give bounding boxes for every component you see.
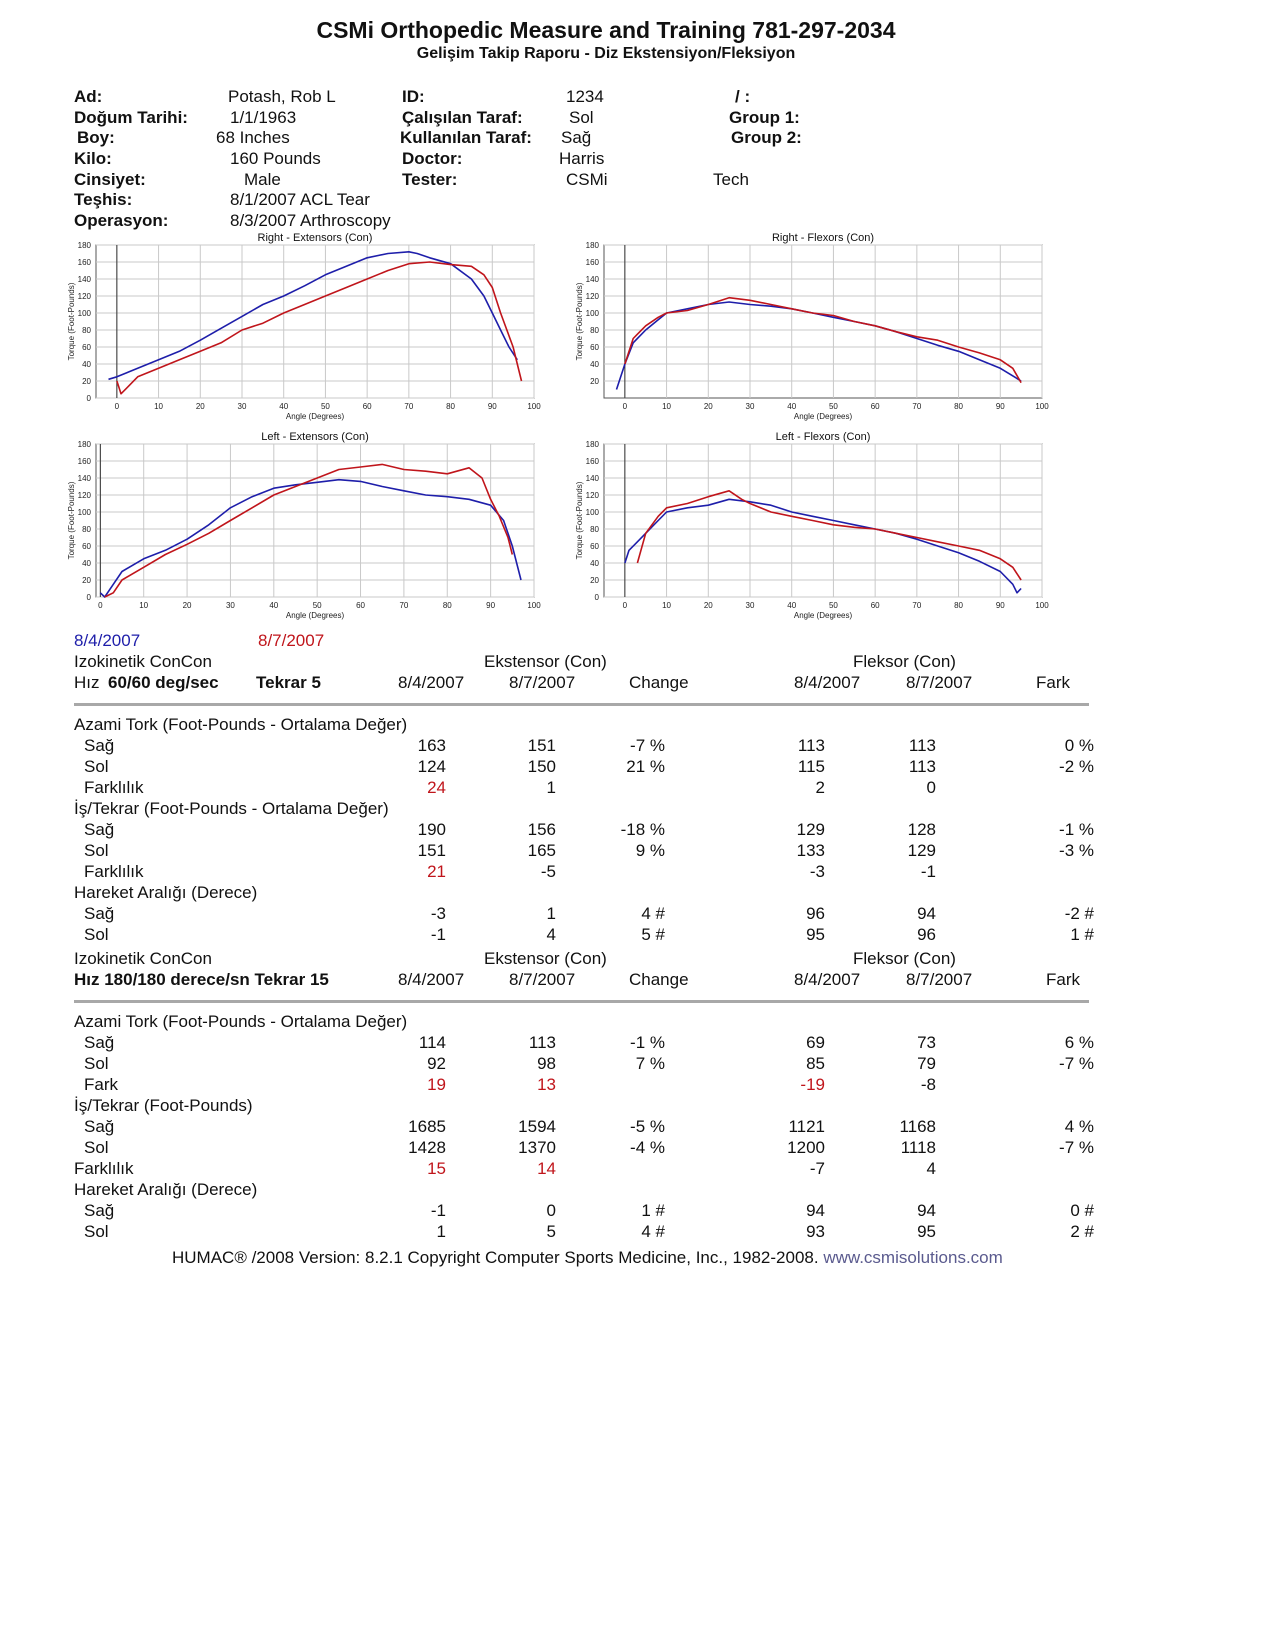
table-cell: 95	[806, 925, 825, 944]
x-tick-label: 30	[225, 601, 235, 610]
y-tick-label: 160	[77, 457, 91, 466]
x-tick-label: 20	[703, 402, 713, 411]
table-cell: 0	[546, 1201, 556, 1220]
x-axis-label: Angle (Degrees)	[793, 611, 853, 620]
table-cell: 124	[417, 757, 446, 776]
section2-col-date2: 8/7/2007	[509, 970, 576, 989]
table-cell: 128	[907, 820, 936, 839]
group1-label: Group 1:	[729, 108, 800, 127]
table-row	[0, 1159, 1212, 1180]
table-cell: 1594	[518, 1117, 556, 1136]
y-axis-label: Torque (Foot-Pounds)	[67, 481, 76, 560]
table-cell: 98	[537, 1054, 556, 1073]
involved-side-label: Çalışılan Taraf:	[402, 108, 523, 127]
x-tick-label: 10	[662, 402, 672, 411]
table-cell: 15	[427, 1159, 446, 1178]
x-tick-label: 50	[828, 601, 838, 610]
table-row	[0, 1075, 1212, 1096]
x-tick-label: 30	[745, 601, 755, 610]
table-cell: 4 #	[641, 904, 665, 923]
chart-title: Left - Flexors (Con)	[775, 431, 871, 443]
table-cell: 24	[427, 778, 446, 797]
table-cell: 156	[527, 820, 556, 839]
section2-flex-header: Fleksor (Con)	[853, 949, 956, 968]
section1-header-row	[0, 652, 1212, 673]
x-tick-label: 80	[954, 402, 964, 411]
y-tick-label: 20	[590, 576, 599, 585]
table-row	[0, 715, 1212, 736]
table-row	[0, 1222, 1212, 1243]
table-cell: 1	[546, 778, 556, 797]
chart-title: Right - Flexors (Con)	[771, 232, 875, 244]
table-row	[0, 1180, 1212, 1201]
table-cell: 129	[796, 820, 825, 839]
y-tick-label: 120	[77, 292, 91, 301]
x-tick-label: 70	[912, 601, 922, 610]
y-tick-label: 120	[77, 491, 91, 500]
table-cell: 0	[926, 778, 936, 797]
y-tick-label: 60	[590, 343, 599, 352]
row-label: Hareket Aralığı (Derece)	[74, 1180, 258, 1199]
row-label: Fark	[84, 1075, 118, 1094]
section2-col-fdate2: 8/7/2007	[906, 970, 973, 989]
table-cell: 165	[527, 841, 556, 860]
y-tick-label: 100	[585, 309, 599, 318]
section1-col-fdate1: 8/4/2007	[794, 673, 861, 692]
x-tick-label: 10	[154, 402, 164, 411]
table-cell: 1685	[408, 1117, 446, 1136]
y-tick-label: 100	[77, 508, 91, 517]
table-cell: 114	[418, 1033, 446, 1052]
y-axis-label: Torque (Foot-Pounds)	[575, 282, 584, 361]
table-cell: 115	[797, 757, 825, 776]
table-cell: 113	[908, 757, 936, 776]
y-tick-label: 40	[590, 360, 599, 369]
table-cell: 113	[908, 736, 936, 755]
y-tick-label: 0	[86, 593, 91, 602]
y-tick-label: 180	[585, 440, 599, 449]
y-tick-label: 140	[585, 275, 599, 284]
x-tick-label: 0	[98, 601, 103, 610]
x-tick-label: 40	[787, 601, 797, 610]
table-cell: 151	[527, 736, 556, 755]
table-cell: 96	[917, 925, 936, 944]
table-cell: 1	[546, 904, 556, 923]
section2-col-fdate1: 8/4/2007	[794, 970, 861, 989]
table-cell: -1 %	[1059, 820, 1094, 839]
x-tick-label: 100	[527, 402, 541, 411]
table-cell: -3	[809, 862, 825, 881]
operation-value: 8/3/2007 Arthroscopy	[230, 211, 391, 230]
section1-columns-row	[0, 673, 1212, 694]
table-cell: -3	[430, 904, 446, 923]
x-tick-label: 100	[1035, 402, 1049, 411]
table-cell: 6 %	[1064, 1033, 1094, 1052]
x-tick-label: 0	[114, 402, 120, 411]
x-tick-label: 60	[870, 601, 880, 610]
table-cell: 85	[806, 1054, 825, 1073]
table-cell: 94	[806, 1201, 825, 1220]
table-cell: 19	[427, 1075, 446, 1094]
table-row	[0, 862, 1212, 883]
row-label: Azami Tork (Foot-Pounds - Ortalama Değer)	[74, 715, 408, 734]
section1-col-date2: 8/7/2007	[509, 673, 576, 692]
x-tick-label: 30	[237, 402, 247, 411]
y-tick-label: 180	[585, 241, 599, 250]
table-cell: 1168	[899, 1117, 936, 1136]
x-tick-label: 70	[404, 402, 414, 411]
y-tick-label: 0	[86, 394, 91, 403]
y-tick-label: 20	[82, 377, 91, 386]
footer-link[interactable]: www.csmisolutions.com	[823, 1248, 1003, 1267]
plot-area	[604, 444, 1042, 597]
table-cell: -7 %	[1059, 1138, 1094, 1157]
id-value: 1234	[566, 87, 604, 106]
tester-label: Tester:	[402, 170, 458, 189]
y-tick-label: 180	[77, 440, 91, 449]
table-row	[0, 1012, 1212, 1033]
section1-col-fark: Fark	[1036, 673, 1070, 692]
section2-col-fark: Fark	[1046, 970, 1080, 989]
row-label: Sağ	[84, 736, 115, 755]
plot-area	[96, 245, 534, 398]
x-tick-label: 0	[622, 601, 628, 610]
table-row	[0, 1054, 1212, 1075]
section1-col-fdate2: 8/7/2007	[906, 673, 973, 692]
y-tick-label: 160	[585, 258, 599, 267]
table-cell: 1118	[900, 1138, 936, 1157]
x-tick-label: 50	[828, 402, 838, 411]
table-cell: 14	[537, 1159, 556, 1178]
weight-label: Kilo:	[74, 149, 112, 168]
operation-label: Operasyon:	[74, 211, 169, 230]
row-label: Sol	[84, 1054, 109, 1073]
section2-header-row	[0, 949, 1212, 970]
diagnosis-value: 8/1/2007 ACL Tear	[230, 190, 370, 209]
height-label: Boy:	[77, 128, 115, 147]
table-cell: 95	[917, 1222, 936, 1241]
table-cell: -1	[430, 925, 446, 944]
y-tick-label: 120	[585, 491, 599, 500]
section1-col-date1: 8/4/2007	[398, 673, 465, 692]
table-cell: -19	[800, 1075, 825, 1094]
section1-col-change: Change	[629, 673, 689, 692]
table-row	[0, 1201, 1212, 1222]
x-tick-label: 20	[703, 601, 713, 610]
table-row	[0, 883, 1212, 904]
name-label: Ad:	[74, 87, 103, 106]
doctor-value: Harris	[559, 149, 605, 168]
table-cell: -4 %	[630, 1138, 665, 1157]
x-tick-label: 10	[139, 601, 149, 610]
x-tick-label: 60	[362, 402, 372, 411]
chart-left-flexors	[568, 430, 1048, 628]
y-tick-label: 80	[590, 326, 599, 335]
table-cell: 1 #	[641, 1201, 665, 1220]
section2-columns-row	[0, 970, 1212, 991]
weight-value: 160 Pounds	[230, 149, 321, 168]
x-axis-label: Angle (Degrees)	[285, 412, 345, 421]
x-tick-label: 50	[312, 601, 322, 610]
x-tick-label: 40	[269, 601, 279, 610]
y-tick-label: 160	[585, 457, 599, 466]
section1-title: Izokinetik ConCon	[74, 652, 212, 671]
row-label: Sol	[84, 925, 109, 944]
table-row	[0, 1096, 1212, 1117]
table-cell: -1 %	[630, 1033, 665, 1052]
y-tick-label: 0	[594, 593, 599, 602]
height-value: 68 Inches	[216, 128, 290, 147]
section1-divider	[74, 703, 1089, 706]
x-tick-label: 80	[442, 601, 452, 610]
x-tick-label: 90	[995, 402, 1005, 411]
row-label: Sağ	[84, 1201, 115, 1220]
slash-label: / :	[735, 87, 751, 106]
table-cell: 69	[806, 1033, 825, 1052]
y-tick-label: 80	[590, 525, 599, 534]
table-cell: 190	[417, 820, 446, 839]
chart-left-extensors	[60, 430, 540, 628]
table-cell: 4	[546, 925, 556, 944]
table-cell: 2	[815, 778, 825, 797]
section1-flex-header: Fleksor (Con)	[853, 652, 956, 671]
x-tick-label: 0	[622, 402, 628, 411]
chart-title: Right - Extensors (Con)	[257, 232, 373, 244]
table-cell: -2 #	[1064, 904, 1094, 923]
legend-session2: 8/7/2007	[258, 631, 325, 650]
row-label: İş/Tekrar (Foot-Pounds - Ortalama Değer)	[74, 799, 389, 818]
table-cell: 73	[917, 1033, 936, 1052]
table-cell: 94	[917, 904, 936, 923]
section2-ext-header: Ekstensor (Con)	[484, 949, 607, 968]
x-tick-label: 30	[745, 402, 755, 411]
table-cell: -1	[430, 1201, 446, 1220]
row-label: İş/Tekrar (Foot-Pounds)	[74, 1096, 253, 1115]
table-cell: 7 %	[635, 1054, 665, 1073]
table-cell: 4 #	[641, 1222, 665, 1241]
table-cell: 151	[417, 841, 446, 860]
table-cell: -5 %	[630, 1117, 665, 1136]
table-cell: 1	[436, 1222, 446, 1241]
y-tick-label: 60	[82, 542, 91, 551]
x-tick-label: 40	[279, 402, 289, 411]
chart-right-extensors	[60, 231, 540, 429]
y-tick-label: 160	[77, 258, 91, 267]
table-cell: 21 %	[626, 757, 665, 776]
table-row	[0, 925, 1212, 946]
x-tick-label: 40	[787, 402, 797, 411]
table-cell: 9 %	[635, 841, 665, 860]
report-title: CSMi Orthopedic Measure and Training 781-297-2034	[316, 17, 896, 43]
plot-area	[96, 444, 534, 597]
table-cell: 21	[427, 862, 446, 881]
tester-value: CSMi	[566, 170, 608, 189]
table-row	[0, 904, 1212, 925]
dob-label: Doğum Tarihi:	[74, 108, 188, 127]
y-tick-label: 40	[590, 559, 599, 568]
table-cell: -5	[540, 862, 556, 881]
diagnosis-label: Teşhis:	[74, 190, 133, 209]
row-label: Sağ	[84, 820, 115, 839]
row-label: Farklılık	[84, 862, 144, 881]
y-tick-label: 40	[82, 559, 91, 568]
y-tick-label: 100	[585, 508, 599, 517]
table-cell: 1370	[518, 1138, 556, 1157]
section2-divider	[74, 1000, 1089, 1003]
y-tick-label: 80	[82, 326, 91, 335]
table-row	[0, 1117, 1212, 1138]
x-tick-label: 20	[195, 402, 205, 411]
table-cell: 163	[417, 736, 446, 755]
x-tick-label: 80	[446, 402, 456, 411]
x-tick-label: 90	[487, 402, 497, 411]
report-subtitle: Gelişim Takip Raporu - Diz Ekstensiyon/Fleksiyon	[416, 45, 796, 62]
x-tick-label: 50	[320, 402, 330, 411]
group2-label: Group 2:	[731, 128, 802, 147]
tester-role: Tech	[713, 170, 749, 189]
row-label: Sol	[84, 841, 109, 860]
table-cell: 5	[546, 1222, 556, 1241]
legend-session1: 8/4/2007	[74, 631, 141, 650]
y-tick-label: 140	[585, 474, 599, 483]
x-tick-label: 90	[486, 601, 496, 610]
x-tick-label: 20	[182, 601, 192, 610]
dob-value: 1/1/1963	[230, 108, 297, 127]
table-cell: 13	[537, 1075, 556, 1094]
row-label: Sağ	[84, 1117, 115, 1136]
table-row	[0, 736, 1212, 757]
y-tick-label: 80	[82, 525, 91, 534]
row-label: Sol	[84, 1138, 109, 1157]
row-label: Sol	[84, 1222, 109, 1241]
x-tick-label: 80	[954, 601, 964, 610]
x-tick-label: 60	[356, 601, 365, 610]
table-row	[0, 841, 1212, 862]
x-axis-label: Angle (Degrees)	[793, 412, 853, 421]
y-tick-label: 140	[77, 275, 91, 284]
table-cell: 4 %	[1064, 1117, 1094, 1136]
table-row	[0, 778, 1212, 799]
table-cell: 1 #	[1070, 925, 1094, 944]
row-label: Farklılık	[74, 1159, 134, 1178]
y-axis-label: Torque (Foot-Pounds)	[575, 481, 584, 560]
section1-speed-label: Hız	[74, 673, 100, 692]
section2-speed-reps: Hız 180/180 derece/sn Tekrar 15	[74, 970, 329, 989]
table-cell: -7 %	[1059, 1054, 1094, 1073]
table-cell: -3 %	[1059, 841, 1094, 860]
table-row	[0, 1138, 1212, 1159]
table-cell: -1	[920, 862, 936, 881]
gender-label: Cinsiyet:	[74, 170, 146, 189]
table-row	[0, 799, 1212, 820]
x-tick-label: 10	[662, 601, 672, 610]
table-row	[0, 820, 1212, 841]
section1-ext-header: Ekstensor (Con)	[484, 652, 607, 671]
x-tick-label: 70	[912, 402, 922, 411]
x-tick-label: 100	[527, 601, 541, 610]
table-cell: 113	[528, 1033, 556, 1052]
row-label: Hareket Aralığı (Derece)	[74, 883, 258, 902]
table-cell: -2 %	[1059, 757, 1094, 776]
table-cell: 4	[926, 1159, 936, 1178]
table-cell: 2 #	[1070, 1222, 1094, 1241]
plot-area	[604, 245, 1042, 398]
row-label: Sol	[84, 757, 109, 776]
gender-value: Male	[244, 170, 281, 189]
y-tick-label: 20	[590, 377, 599, 386]
x-tick-label: 70	[399, 601, 409, 610]
involved-side-value: Sol	[569, 108, 594, 127]
table-cell: 129	[907, 841, 936, 860]
row-label: Sağ	[84, 1033, 115, 1052]
table-cell: 0 %	[1064, 736, 1094, 755]
table-cell: 1121	[788, 1117, 825, 1136]
table-cell: 96	[806, 904, 825, 923]
y-tick-label: 140	[77, 474, 91, 483]
y-tick-label: 60	[82, 343, 91, 352]
section1-speed-value: 60/60 deg/sec	[108, 673, 219, 692]
table-cell: -8	[920, 1075, 936, 1094]
name-value: Potash, Rob L	[228, 87, 336, 106]
section2-title: Izokinetik ConCon	[74, 949, 212, 968]
x-tick-label: 60	[870, 402, 880, 411]
x-axis-label: Angle (Degrees)	[285, 611, 345, 620]
section2-col-date1: 8/4/2007	[398, 970, 465, 989]
table-cell: -7 %	[630, 736, 665, 755]
table-row	[0, 1033, 1212, 1054]
table-cell: 1428	[408, 1138, 446, 1157]
row-label: Farklılık	[84, 778, 144, 797]
footer-text: HUMAC® /2008 Version: 8.2.1 Copyright Computer Sports Medicine, Inc., 1982-2008.	[172, 1248, 819, 1267]
row-label: Sağ	[84, 904, 115, 923]
dominant-side-label: Kullanılan Taraf:	[400, 128, 532, 147]
chart-right-flexors	[568, 231, 1048, 429]
table-cell: 79	[917, 1054, 936, 1073]
footer	[172, 1248, 1003, 1268]
section1-reps: Tekrar 5	[256, 673, 321, 692]
y-tick-label: 40	[82, 360, 91, 369]
chart-title: Left - Extensors (Con)	[261, 431, 369, 443]
dominant-side-value: Sağ	[561, 128, 592, 147]
x-tick-label: 100	[1035, 601, 1049, 610]
table-cell: 92	[427, 1054, 446, 1073]
table-cell: 93	[806, 1222, 825, 1241]
table-cell: -18 %	[620, 820, 665, 839]
doctor-label: Doctor:	[402, 149, 463, 168]
table-cell: -7	[809, 1159, 825, 1178]
table-cell: 94	[917, 1201, 936, 1220]
table-cell: 150	[527, 757, 556, 776]
table-cell: 5 #	[641, 925, 665, 944]
y-axis-label: Torque (Foot-Pounds)	[67, 282, 76, 361]
section2-col-change: Change	[629, 970, 689, 989]
y-tick-label: 180	[77, 241, 91, 250]
table-row	[0, 757, 1212, 778]
table-cell: 113	[797, 736, 825, 755]
table-cell: 0 #	[1070, 1201, 1094, 1220]
row-label: Azami Tork (Foot-Pounds - Ortalama Değer)	[74, 1012, 408, 1031]
y-tick-label: 20	[82, 576, 91, 585]
x-tick-label: 90	[995, 601, 1005, 610]
y-tick-label: 100	[77, 309, 91, 318]
y-tick-label: 60	[590, 542, 599, 551]
id-label: ID:	[402, 87, 425, 106]
table-cell: 133	[796, 841, 825, 860]
table-cell: 1200	[787, 1138, 825, 1157]
y-tick-label: 120	[585, 292, 599, 301]
